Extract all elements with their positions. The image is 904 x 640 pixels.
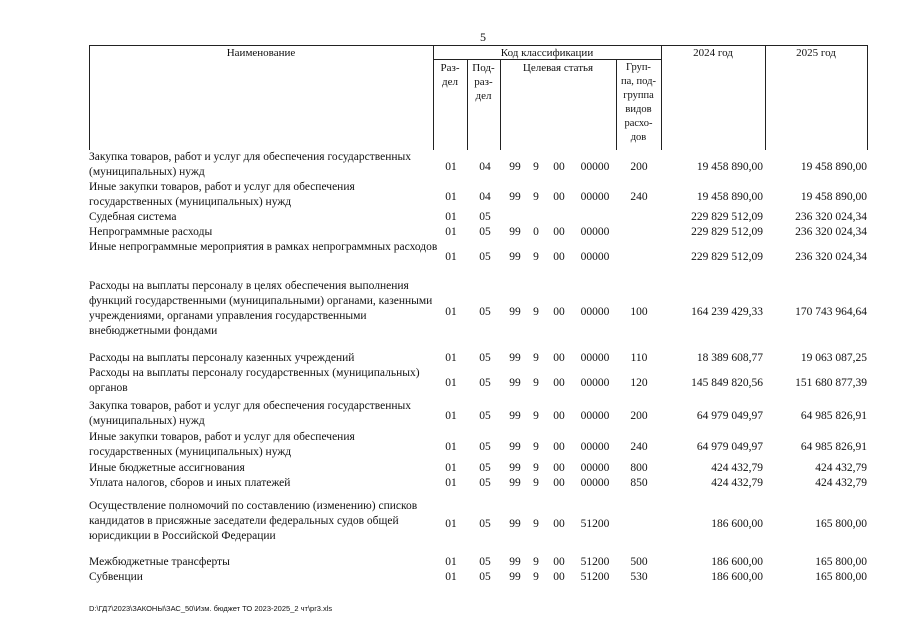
row-pr: 05 [479,556,491,568]
row-c4: 00000 [580,441,610,453]
row-c4: 00000 [580,410,610,422]
row-name: Уплата налогов, сборов и иных платежей [89,477,291,489]
row-name: Иные закупки товаров, работ и услуг для обеспечения государственных (муниципальных) нужд [89,431,355,458]
row-vr: 850 [630,477,648,489]
row-rz: 01 [445,161,457,173]
row-vr: 530 [630,571,648,583]
row-pr: 05 [479,571,491,583]
row-vr: 240 [630,191,648,203]
row-c2: 9 [533,410,539,422]
row-c2: 0 [533,226,539,238]
row-c3: 00 [553,161,565,173]
row-pr: 05 [479,352,491,364]
row-a2024: 19 458 890,00 [696,161,763,173]
row-c4: 00000 [580,352,610,364]
row-rz: 01 [445,211,457,223]
row-pr: 05 [479,410,491,422]
row-c1: 99 [509,306,521,318]
row-rz: 01 [445,441,457,453]
row-c1: 99 [509,161,521,173]
row-a2024: 229 829 512,09 [691,211,763,223]
row-c1: 99 [509,226,521,238]
row-c2: 9 [533,161,539,173]
row-a2025: 424 432,79 [815,462,867,474]
row-vr: 800 [630,462,648,474]
row-vr: 100 [630,306,648,318]
row-pr: 05 [479,226,491,238]
row-pr: 05 [479,518,491,530]
row-c2: 9 [533,518,539,530]
row-a2025: 165 800,00 [815,518,867,530]
row-a2025: 64 985 826,91 [800,410,867,422]
row-c1: 99 [509,477,521,489]
row-rz: 01 [445,410,457,422]
row-name: Закупка товаров, работ и услуг для обеспечения государственных (муниципальных) нужд [89,151,412,178]
row-c4: 00000 [580,477,610,489]
row-c3: 00 [553,377,565,389]
row-c3: 00 [553,571,565,583]
row-c2: 9 [533,377,539,389]
row-a2025: 19 458 890,00 [800,161,867,173]
row-c3: 00 [553,226,565,238]
row-rz: 01 [445,571,457,583]
row-a2025: 151 680 877,39 [795,377,867,389]
row-name: Межбюджетные трансферты [89,556,230,568]
row-pr: 05 [479,462,491,474]
row-c4: 51200 [580,556,610,568]
row-c4: 00000 [580,306,610,318]
row-c3: 00 [553,477,565,489]
row-pr: 04 [479,191,491,203]
row-pr: 05 [479,251,491,263]
row-a2024: 229 829 512,09 [691,251,763,263]
row-c1: 99 [509,518,521,530]
row-name: Осуществление полномочий по составлению (изменению) списков кандидатов в присяжные заседатели федеральных судов общей юрисдикции в Российской Федерации [89,500,418,542]
row-a2024: 164 239 429,33 [691,306,763,318]
row-c1: 99 [509,571,521,583]
header-target: Целевая статья [522,62,594,74]
row-vr: 120 [630,377,648,389]
row-c3: 00 [553,556,565,568]
row-a2024: 64 979 049,97 [696,441,763,453]
row-c3: 00 [553,462,565,474]
row-a2025: 236 320 024,34 [795,211,867,223]
row-a2025: 170 743 964,64 [795,306,867,318]
row-c1: 99 [509,191,521,203]
header-2024: 2024 год [693,47,733,59]
row-a2025: 236 320 024,34 [795,226,867,238]
row-a2024: 186 600,00 [711,571,763,583]
header-razdel: Раз- дел [440,62,460,88]
row-a2025: 165 800,00 [815,556,867,568]
row-a2025: 64 985 826,91 [800,441,867,453]
row-name: Расходы на выплаты персоналу государственных (муниципальных) органов [89,367,420,394]
row-pr: 05 [479,441,491,453]
row-a2025: 19 458 890,00 [800,191,867,203]
row-rz: 01 [445,352,457,364]
row-rz: 01 [445,477,457,489]
row-a2025: 19 063 087,25 [800,352,867,364]
row-c2: 9 [533,191,539,203]
row-rz: 01 [445,226,457,238]
row-c1: 99 [509,556,521,568]
header-2025: 2025 год [796,47,836,59]
header-name: Наименование [226,47,296,59]
header-podrazdel: Под- раз- дел [472,62,495,102]
row-vr: 200 [630,410,648,422]
file-path-footer: D:\ГД7\2023\ЗАКОНЫ\ЗАС_50\Изм. бюджет ТО 2023-2025_2 чт\pr3.xls [89,604,333,613]
row-c3: 00 [553,410,565,422]
row-name: Иные непрограммные мероприятия в рамках непрограммных расходов [89,241,438,253]
row-c1: 99 [509,462,521,474]
row-c2: 9 [533,251,539,263]
row-c4: 00000 [580,377,610,389]
row-vr: 110 [630,352,648,364]
row-c2: 9 [533,556,539,568]
row-a2025: 236 320 024,34 [795,251,867,263]
row-c4: 51200 [580,518,610,530]
header-right-line [867,45,868,150]
row-vr: 200 [630,161,648,173]
page-number: 5 [480,30,486,44]
header-left-line [89,45,90,150]
row-name: Расходы на выплаты персоналу в целях обеспечения выполнения функций государственными (муниципальными) органами, казенными учреждениями, органами управления государственными внебюджетными фондами [89,280,433,337]
row-name: Непрограммные расходы [89,226,213,238]
row-c1: 99 [509,410,521,422]
row-c4: 00000 [580,251,610,263]
row-a2024: 18 389 608,77 [696,352,763,364]
row-c3: 00 [553,518,565,530]
row-name: Расходы на выплаты персоналу казенных учреждений [89,352,355,364]
row-c2: 9 [533,477,539,489]
row-c4: 00000 [580,161,610,173]
row-c3: 00 [553,306,565,318]
row-vr: 500 [630,556,648,568]
row-rz: 01 [445,377,457,389]
row-pr: 05 [479,477,491,489]
row-a2024: 64 979 049,97 [696,410,763,422]
row-c4: 51200 [580,571,610,583]
row-a2024: 424 432,79 [711,477,763,489]
row-rz: 01 [445,191,457,203]
header-group: Груп- па, под- группа видов расхо- дов [621,62,656,143]
row-name: Иные закупки товаров, работ и услуг для обеспечения государственных (муниципальных) нужд [89,181,355,208]
row-name: Судебная система [89,211,177,223]
row-pr: 05 [479,377,491,389]
row-c1: 99 [509,352,521,364]
row-c3: 00 [553,251,565,263]
row-rz: 01 [445,251,457,263]
row-c4: 00000 [580,191,610,203]
row-c2: 9 [533,571,539,583]
row-c2: 9 [533,441,539,453]
row-pr: 05 [479,211,491,223]
row-c3: 00 [553,352,565,364]
row-c3: 00 [553,191,565,203]
row-c1: 99 [509,441,521,453]
row-rz: 01 [445,556,457,568]
row-a2024: 229 829 512,09 [691,226,763,238]
row-name: Закупка товаров, работ и услуг для обеспечения государственных (муниципальных) нужд [89,400,412,427]
row-rz: 01 [445,462,457,474]
row-rz: 01 [445,518,457,530]
row-c1: 99 [509,377,521,389]
row-rz: 01 [445,306,457,318]
header-code: Код классификации [500,47,594,59]
row-c3: 00 [553,441,565,453]
row-c4: 00000 [580,226,610,238]
row-a2024: 186 600,00 [711,518,763,530]
row-c1: 99 [509,251,521,263]
row-a2024: 186 600,00 [711,556,763,568]
row-pr: 05 [479,306,491,318]
row-name: Иные бюджетные ассигнования [89,462,245,474]
row-pr: 04 [479,161,491,173]
row-c4: 00000 [580,462,610,474]
row-a2024: 145 849 820,56 [691,377,763,389]
row-a2024: 424 432,79 [711,462,763,474]
row-a2024: 19 458 890,00 [696,191,763,203]
row-c2: 9 [533,306,539,318]
row-c2: 9 [533,352,539,364]
row-vr: 240 [630,441,648,453]
row-name: Субвенции [89,571,143,583]
row-a2025: 424 432,79 [815,477,867,489]
row-c2: 9 [533,462,539,474]
row-a2025: 165 800,00 [815,571,867,583]
